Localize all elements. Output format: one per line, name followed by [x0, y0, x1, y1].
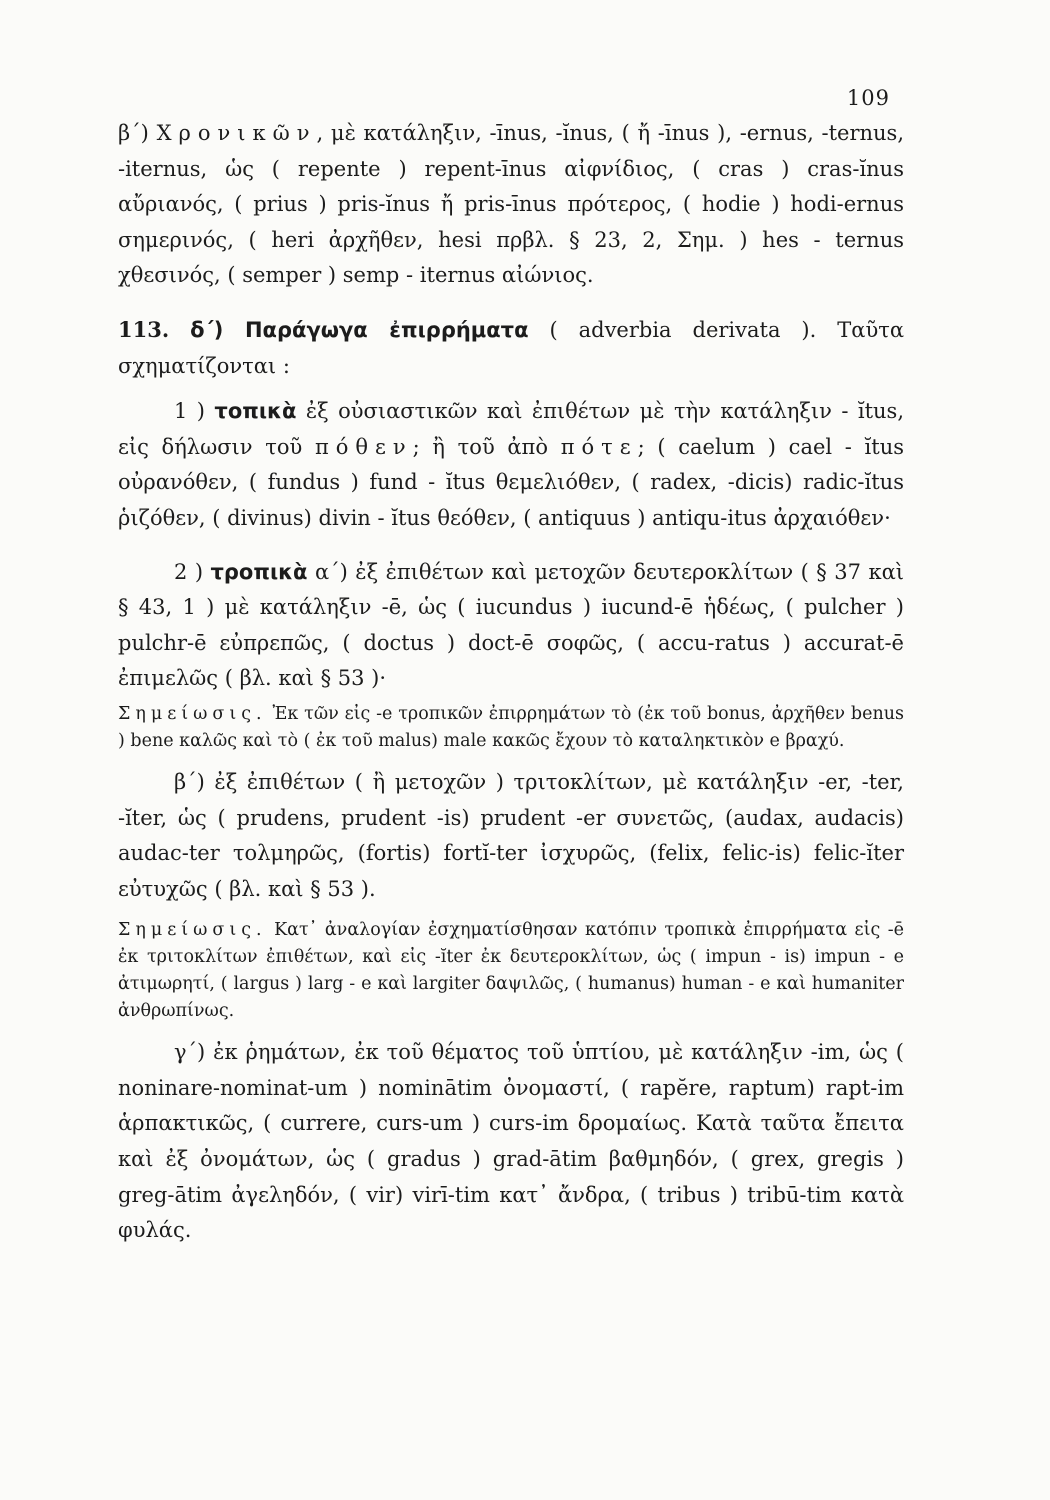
paragraph-chronika [118, 116, 904, 294]
paragraph-label: β΄) [118, 121, 149, 145]
text-block [118, 116, 904, 1249]
section-intro: Ταῦτα σχηματίζονται : [118, 317, 905, 378]
term-tropika: τροπικὰ [210, 559, 308, 584]
note-2 [118, 917, 904, 1025]
item-number: 2 ) [174, 559, 204, 584]
item-tropika-beta [118, 765, 904, 907]
paragraph-text: , μὲ κατάληξιν, -īnus, -ĭnus, ( ἤ -īnus ), -ernus, -ternus, -iternus, ὡς ( repente ) repent-īnus αἰφνίδιος, ( cras ) cras-ĭnus αὔριανός, ( prius ) pris-ĭnus ἤ pris-īnus πρότερος, ( hodie ) hodi-ernus σημερινός, ( heri ἀρχῆθεν, hesi πρβλ. § 23, 2, Σημ. ) hes - ternus χθεσινός, ( semper ) semp - iternus αἰώνιος. [118, 121, 905, 288]
spaced-term: πόθεν [314, 434, 413, 459]
section-113-heading [118, 312, 904, 384]
section-title: δ΄) Παράγωγα ἐπιρρήματα [190, 317, 529, 342]
note-text: Ἐκ τῶν εἰς -e τροπικῶν ἐπιρρημάτων τὸ (ἐκ τοῦ bonus, ἀρχῆθεν benus ) bene καλῶς καὶ τὸ ( ἐκ τοῦ malus) male κακῶς ἔχουν τὸ καταληκτικὸν e βραχύ. [118, 703, 904, 751]
item-number: 1 ) [174, 399, 205, 424]
note-label: Σημείωσις. [118, 920, 267, 941]
spaced-term: πότε [560, 434, 638, 459]
note-1 [118, 701, 904, 755]
item-text: α΄) ἐξ ἐπιθέτων καὶ μετοχῶν δευτεροκλίτων ( § 37 καὶ § 43, 1 ) μὲ κατάληξιν -ē, ὡς ( iucundus ) iucund-ē ἡδέως, ( pulcher ) pulchr-ē εὐπρεπῶς, ( doctus ) doct-ē σοφῶς, ( accu-ratus ) accurat-ē ἐπιμελῶς ( βλ. καὶ § 53 )· [118, 559, 904, 691]
section-latin-title: ( adverbia derivata ). [549, 317, 817, 342]
note-label: Σημείωσις. [118, 703, 267, 724]
term-chronika: Χρονικῶν [156, 121, 317, 145]
note-text: Κατ᾽ ἀναλογίαν ἐσχηματίσθησαν κατόπιν τροπικὰ ἐπιρρήματα εἰς -ē ἐκ τριτοκλίτων ἐπιθέτων, καὶ εἰς -ĭter ἐκ δευτεροκλίτων, ὡς ( impun - is) impun - e ἀτιμωρητί, ( largus ) larg - e καὶ largiter δαψιλῶς, ( humanus) human - e καὶ humaniter ἀνθρωπίνως. [118, 920, 904, 1022]
page-number: 109 [846, 86, 890, 110]
item-tropika-gamma [118, 1035, 904, 1249]
section-number: 113. [118, 316, 170, 342]
item-text: γ΄) ἐκ ῥημάτων, ἐκ τοῦ θέματος τοῦ ὑπτίου, μὲ κατάληξιν -im, ὡς ( noninare-nominat-um ) nominātim ὀνομαστί, ( rapĕre, raptum) rapt-im ἁρπακτικῶς, ( currere, curs-um ) curs-im δρομαίως. Κατὰ ταῦτα ἔπειτα καὶ ἐξ ὀνομάτων, ὡς ( gradus ) grad-ātim βαθμηδόν, ( grex, gregis ) greg-ātim ἀγεληδόν, ( vir) virī-tim κατ᾽ ἄνδρα, ( tribus ) tribū-tim κατὰ φυλάς. [118, 1040, 904, 1243]
item-text: ; ἢ τοῦ ἀπὸ [412, 434, 549, 459]
item-topika [118, 394, 904, 536]
item-text: β΄) ἐξ ἐπιθέτων ( ἢ μετοχῶν ) τριτοκλίτων, μὲ κατάληξιν -er, -ter, -ĭter, ὡς ( prudens, prudent -is) prudent -er συνετῶς, (audax, audacis) audac-ter τολμηρῶς, (fortis) fortĭ-ter ἰσχυρῶς, (felix, felic-is) felic-ĭter εὐτυχῶς ( βλ. καὶ § 53 ). [118, 769, 904, 901]
term-topika: τοπικὰ [214, 399, 297, 424]
item-tropika-alpha [118, 555, 904, 697]
item-text: ἐξ οὐσιαστικῶν καὶ ἐπιθέτων μὲ τὴν κατάληξιν - ĭtus, εἰς δήλωσιν τοῦ [118, 399, 904, 459]
item-text: ; ( caelum ) cael - ĭtus οὐρανόθεν, ( fundus ) fund - ĭtus θεμελιόθεν, ( radex, -dicis) radic-ĭtus ῥιζόθεν, ( divinus) divin - ĭtus θεόθεν, ( antiquus ) antiqu-itus ἀρχαιόθεν· [118, 434, 905, 530]
